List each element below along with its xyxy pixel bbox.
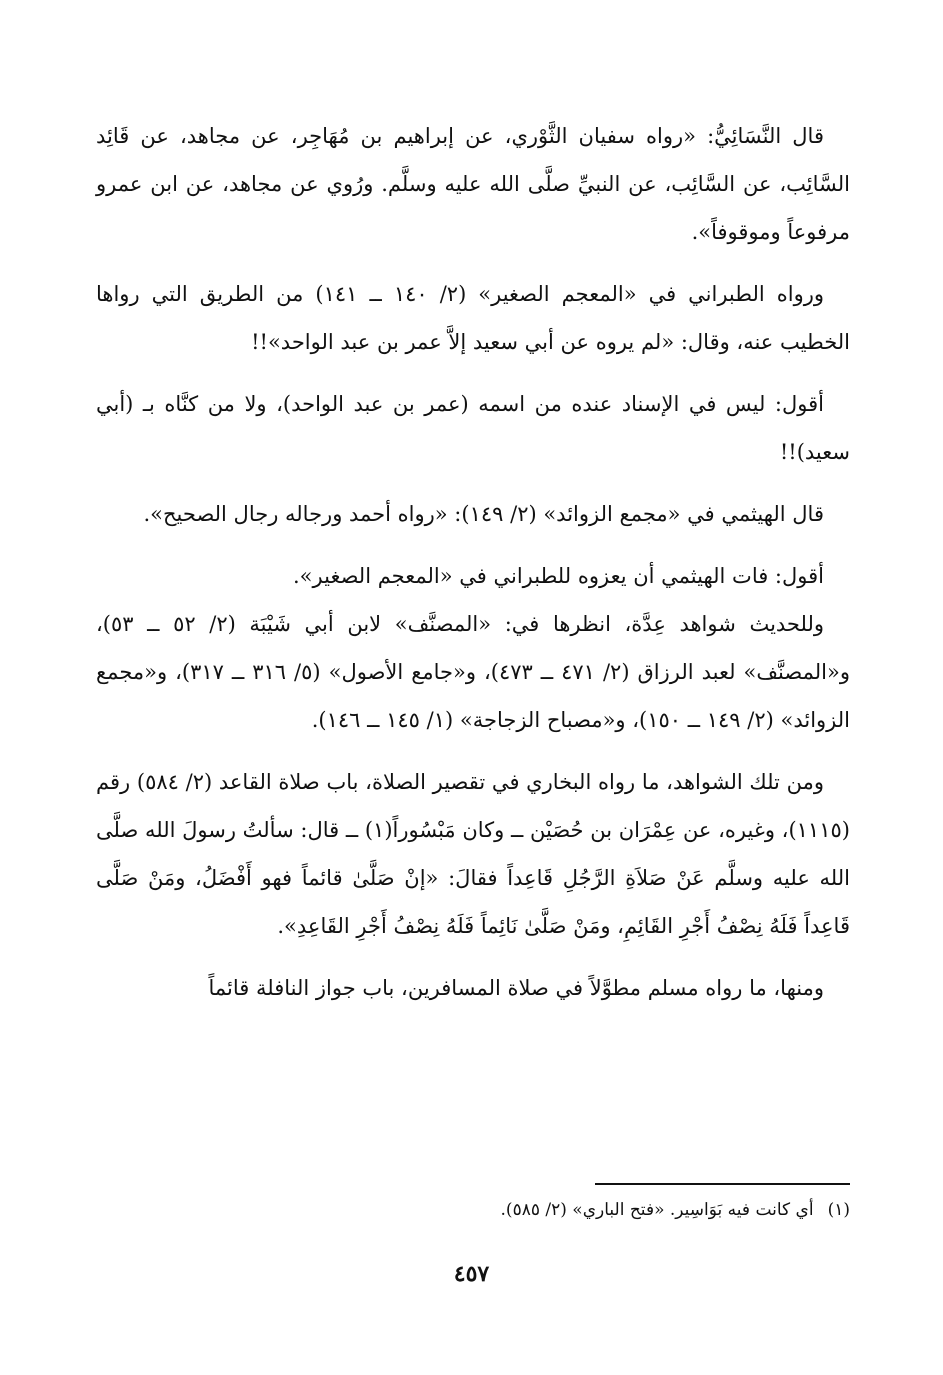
page-body (96, 112, 850, 1026)
footnote (96, 1196, 850, 1224)
footnote-number: (١) (827, 1200, 850, 1220)
paragraph-haythami: قال الهيثمي في «مجمع الزوائد» (٢/ ١٤٩): «رواه أحمد ورجاله رجال الصحيح». (143, 502, 824, 526)
paragraph-nasai-quote: قال النَّسَائِيُّ: «رواه سفيان الثَّوْري، عن إبراهيم بن مُهَاجِر، عن مجاهد، عن قَائِد السَّائِب، عن السَّائِب، عن النبيِّ صلَّى الله عليه وسلَّم. ورُوي عن مجاهد، عن ابن عمرو مرفوعاً وموقوفاً». (96, 124, 850, 244)
paragraph-comment-isnad: أقول: ليس في الإسناد عنده من اسمه (عمر بن عبد الواحد)، ولا من كنَّاه بـ (أبي سعيد)!! (96, 392, 850, 464)
paragraph-bukhari-hadith: ومن تلك الشواهد، ما رواه البخاري في تقصير الصلاة، باب صلاة القاعد (٢/ ٥٨٤) رقم (١١١٥)، وغيره، عن عِمْرَان بن حُصَيْن ــ وكان مَبْسُوراً(١) ــ قال: سألتُ رسولَ الله صلَّى الله عليه وسلَّم عَنْ صَلاَةِ الرَّجُلِ قَاعِداً فقالَ: «إنْ صَلَّىٰ قائماً فهو أَفْضَلُ، ومَنْ صَلَّى قَاعِداً فَلَهُ نِصْفُ أَجْرِ القَائِمِ، ومَنْ صَلَّىٰ نَائِماً فَلَهُ نِصْفُ أَجْرِ القَاعِدِ». (96, 770, 850, 938)
paragraph-tabarani: ورواه الطبراني في «المعجم الصغير» (٢/ ١٤٠ ــ ١٤١) من الطريق التي رواها الخطيب عنه، وقال: «لم يروه عن أبي سعيد إلاَّ عمر بن عبد الواحد»!! (96, 282, 850, 354)
paragraph-muslim: ومنها، ما رواه مسلم مطوَّلاً في صلاة المسافرين، باب جواز النافلة قائماً (208, 976, 824, 1000)
footnote-text: أي كانت فيه بَوَاسِير. «فتح الباري» (٢/ ٥٨٥). (500, 1200, 814, 1220)
paragraph-comment-haythami: أقول: فات الهيثمي أن يعزوه للطبراني في «المعجم الصغير». (293, 564, 824, 588)
footnote-divider (595, 1183, 850, 1185)
paragraph-shawahid: وللحديث شواهد عِدَّة، انظرها في: «المصنَّف» لابن أبي شَيْبَة (٢/ ٥٢ ــ ٥٣)، و«المصنَّف» لعبد الرزاق (٢/ ٤٧١ ــ ٤٧٣)، و«جامع الأصول» (٥/ ٣١٦ ــ ٣١٧)، و«مجمع الزوائد» (٢/ ١٤٩ ــ ١٥٠)، و«مصباح الزجاجة» (١/ ١٤٥ ــ ١٤٦). (96, 612, 850, 732)
page-number: ٤٥٧ (453, 1261, 490, 1287)
